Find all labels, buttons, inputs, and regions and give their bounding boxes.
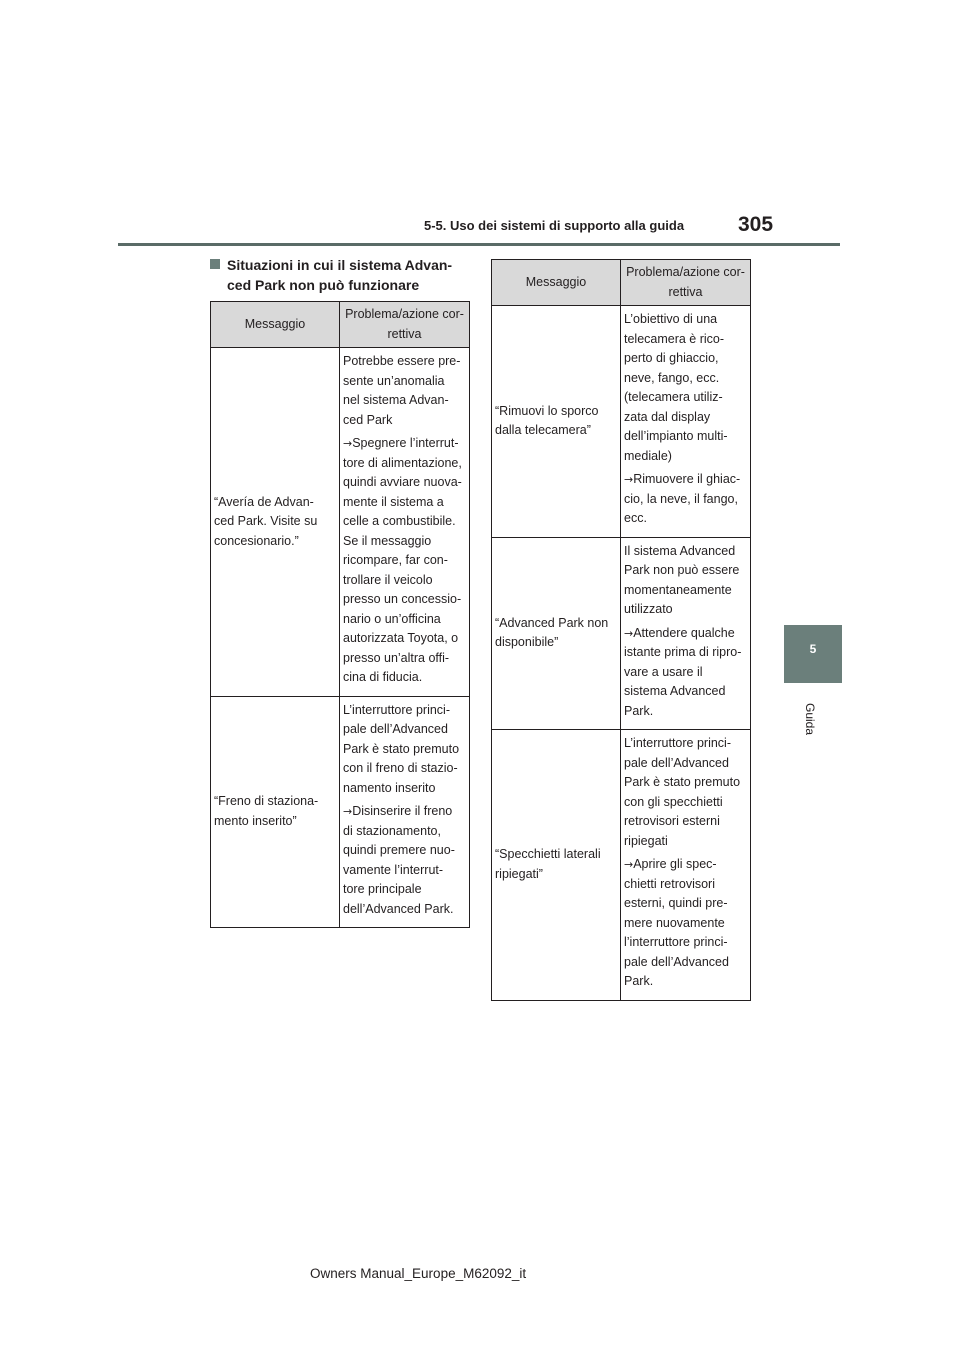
- message-cell: “Freno di staziona- mento inserito”: [211, 696, 340, 928]
- problem-text: L’interruttore princi- pale dell’Advanced Park è stato premuto con il freno di stazio- namento inserito: [343, 702, 460, 795]
- chapter-tab-number: 5: [809, 642, 817, 656]
- arrow-icon: →: [624, 473, 634, 486]
- problem-text: L’obiettivo di una telecamera è rico- perto di ghiaccio, neve, fango, ecc. (telecamera utiliz- zata dal display dell’impianto multi- mediale): [624, 312, 728, 463]
- message-cell: “Specchietti laterali ripiegati”: [492, 730, 621, 1001]
- action-column-header: Problema/azione cor- rettiva: [621, 260, 751, 306]
- table-row: [211, 696, 470, 928]
- table-header-row: [211, 302, 470, 348]
- header-rule: [118, 243, 840, 246]
- arrow-icon: →: [624, 858, 634, 871]
- corrective-action-text: →Rimuovere il ghiac- cio, la neve, il fango, ecc.: [624, 472, 741, 525]
- page-number: 305: [738, 213, 774, 236]
- section-heading-line2: ced Park non può funzionare: [227, 277, 420, 293]
- corrective-action-text: →Spegnere l’interrut- tore di alimentazione, quindi avviare nuova- mente il sistema a celle a combustibile. Se il messaggio ricompare, far con- trollare il veicolo presso un concessio- nario o un’officina autorizzata Toyota, o presso un’altra offi- cina di fiducia.: [343, 436, 462, 684]
- action-column-header: Problema/azione cor- rettiva: [340, 302, 470, 348]
- arrow-icon: →: [343, 437, 353, 450]
- table-row: [492, 537, 751, 730]
- message-cell: “Rimuovi lo sporco dalla telecamera”: [492, 306, 621, 538]
- header-section-title: 5-5. Uso dei sistemi di supporto alla guida: [424, 218, 685, 233]
- table-row: [211, 348, 470, 697]
- corrective-action-text: →Attendere qualche istante prima di ripro- vare a usare il sistema Advanced Park.: [624, 625, 742, 718]
- action-cell: [340, 696, 470, 928]
- problem-text: Il sistema Advanced Park non può essere momentaneamente utilizzato: [624, 543, 740, 616]
- action-cell: [340, 348, 470, 697]
- chapter-tab-label-wrap: [798, 692, 817, 752]
- table-row: [492, 306, 751, 538]
- action-cell: [621, 306, 751, 538]
- message-column-header: Messaggio: [211, 302, 340, 348]
- arrow-icon: →: [343, 805, 353, 818]
- corrective-action-text: →Aprire gli spec- chietti retrovisori esterni, quindi pre- mere nuovamente l’interruttore princi- pale dell’Advanced Park.: [624, 857, 729, 988]
- corrective-action-text: →Disinserire il freno di stazionamento, quindi premere nuo- vamente l’interrut- tore principale dell’Advanced Park.: [343, 804, 455, 916]
- table-row: [492, 730, 751, 1001]
- section-heading: [210, 255, 472, 295]
- message-cell: “Advanced Park non disponibile”: [492, 537, 621, 730]
- arrow-icon: →: [624, 626, 634, 640]
- action-cell: [621, 730, 751, 1001]
- problem-text: Potrebbe essere pre- sente un’anomalia nel sistema Advan- ced Park: [343, 354, 461, 427]
- message-cell: “Avería de Advan- ced Park. Visite su concesionario.”: [211, 348, 340, 697]
- table-header-row: [492, 260, 751, 306]
- message-column-header: Messaggio: [492, 260, 621, 306]
- chapter-tab-label: Guida: [803, 702, 817, 736]
- section-heading-line1: Situazioni in cui il sistema Advan-: [227, 257, 453, 273]
- left-message-table: [210, 301, 470, 928]
- problem-text: L’interruttore princi- pale dell’Advanced Park è stato premuto con gli specchietti retrovisori esterni ripiegati: [624, 736, 741, 848]
- heading-square-icon: [210, 259, 220, 269]
- footer-text: Owners Manual_Europe_M62092_it: [310, 1266, 527, 1281]
- action-cell: [621, 537, 751, 730]
- right-message-table: [491, 259, 751, 1001]
